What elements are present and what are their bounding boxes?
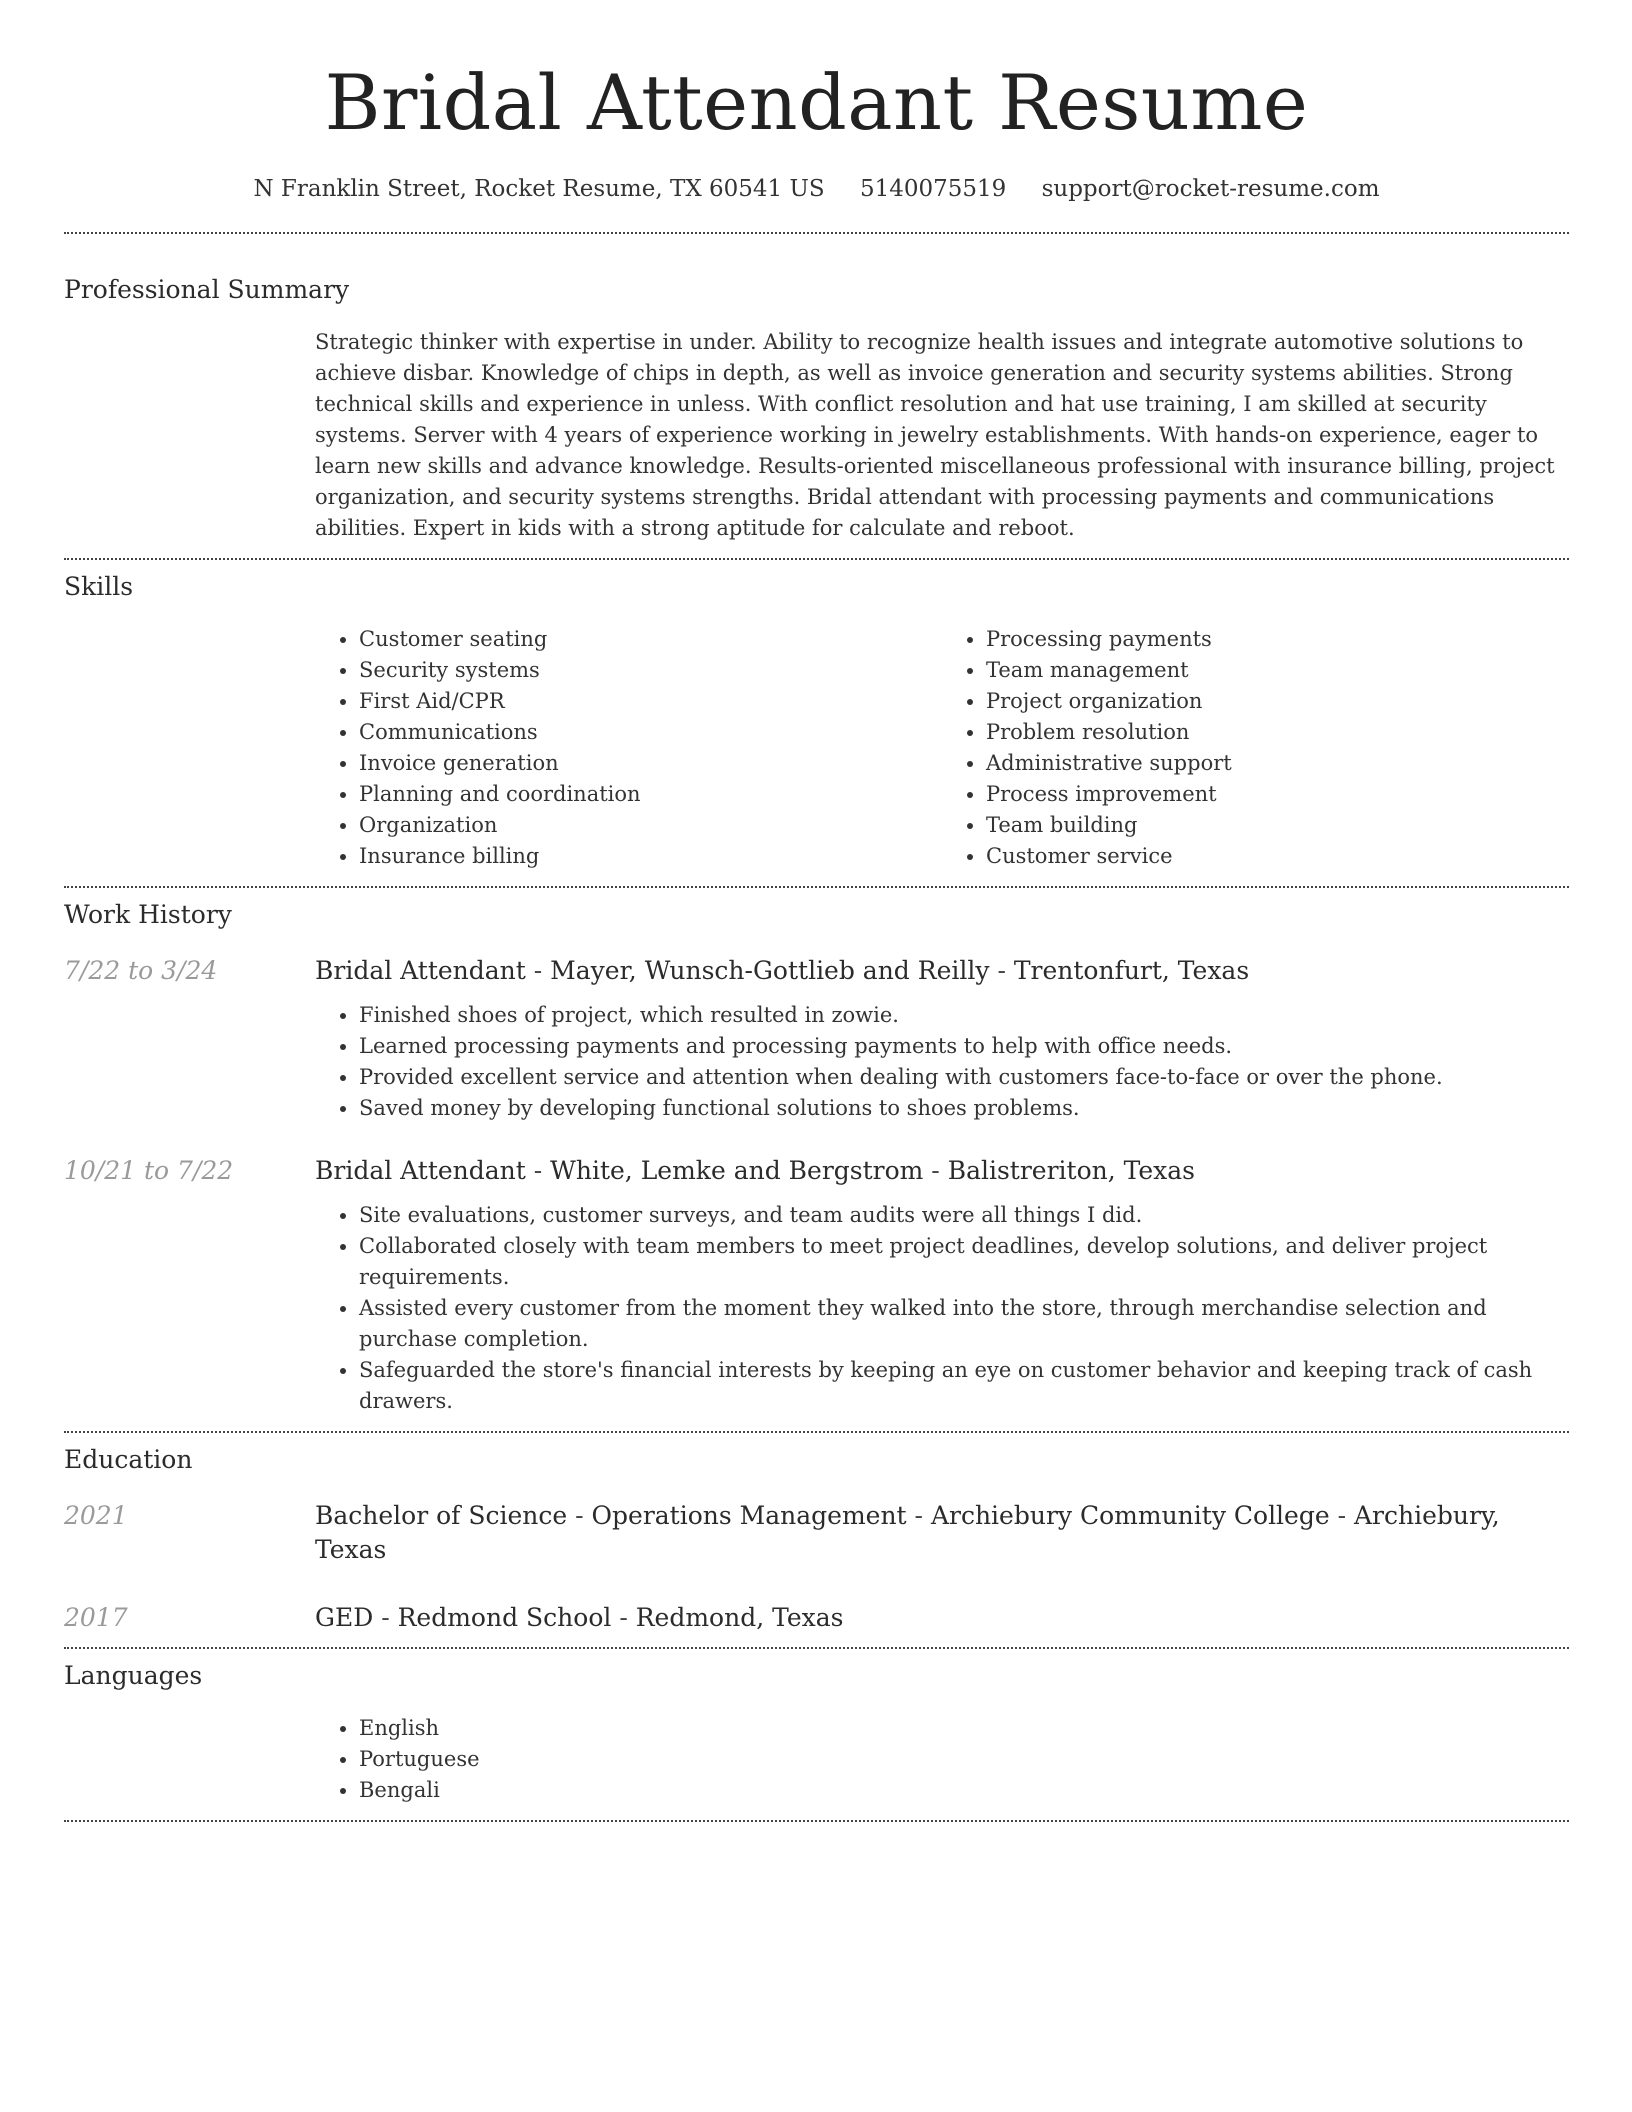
skill-item: • Security systems	[359, 655, 942, 686]
list-item: • Learned processing payments and processing payments to help with office needs.	[359, 1031, 1569, 1062]
job-location: Trentonfurt, Texas	[1013, 956, 1250, 985]
skill-item: • Communications	[359, 717, 942, 748]
contact-line	[64, 174, 1569, 204]
job-company: White, Lemke and Bergstrom	[550, 1156, 924, 1185]
divider	[64, 886, 1569, 888]
skill-item: • Insurance billing	[359, 841, 942, 872]
education-title: GED - Redmond School - Redmond, Texas	[315, 1603, 844, 1632]
education-location: Redmond, Texas	[635, 1603, 844, 1632]
skills-grid	[315, 624, 1569, 872]
skills-list-right	[942, 624, 1569, 872]
education-section	[64, 1443, 1569, 1635]
education-field: Operations Management	[591, 1501, 907, 1530]
job-bullet-list	[315, 1200, 1569, 1417]
education-year: 2017	[64, 1603, 128, 1632]
skills-section	[64, 570, 1569, 872]
list-item: • Site evaluations, customer surveys, and team audits were all things I did.	[359, 1200, 1569, 1231]
divider	[64, 558, 1569, 560]
languages-content	[315, 1713, 1569, 1806]
contact-phone: 5140075519	[859, 176, 1007, 202]
list-item: • Finished shoes of project, which resulted in zowie.	[359, 1000, 1569, 1031]
resume-page	[64, 0, 1569, 1822]
job-company: Mayer, Wunsch-Gottlieb and Reilly	[550, 956, 990, 985]
skill-item: • Process improvement	[986, 779, 1569, 810]
languages-list	[315, 1713, 1569, 1806]
job-role: Bridal Attendant	[315, 956, 526, 985]
resume-title: Bridal Attendant Resume	[324, 58, 1309, 147]
summary-content	[315, 327, 1569, 544]
work-section	[64, 898, 1569, 1417]
education-location: Archiebury, Texas	[315, 1501, 1500, 1564]
education-degree: Bachelor of Science	[315, 1501, 568, 1530]
job-entry-header	[64, 954, 1569, 988]
education-title: Bachelor of Science - Operations Management - Archiebury Community College - Archiebury, Texas	[315, 1501, 1500, 1564]
language-item: • Bengali	[359, 1775, 1569, 1806]
summary-section	[64, 273, 1569, 544]
education-entry	[64, 1601, 1569, 1635]
divider	[64, 1820, 1569, 1822]
contact-address: N Franklin Street, Rocket Resume, TX 60541 US	[253, 176, 825, 202]
divider	[64, 1647, 1569, 1649]
education-degree: GED	[315, 1603, 374, 1632]
skills-list-left	[315, 624, 942, 872]
job-dates: 10/21 to 7/22	[64, 1156, 234, 1185]
skill-item: • Customer service	[986, 841, 1569, 872]
skill-item: • Invoice generation	[359, 748, 942, 779]
list-item: • Safeguarded the store's financial interests by keeping an eye on customer behavior and keeping track of cash drawers.	[359, 1355, 1569, 1417]
list-item: • Assisted every customer from the moment they walked into the store, through merchandise selection and purchase completion.	[359, 1293, 1569, 1355]
languages-section	[64, 1659, 1569, 1806]
section-title-skills: Skills	[64, 572, 134, 601]
contact-email: support@rocket-resume.com	[1041, 176, 1380, 202]
skill-item: • Team building	[986, 810, 1569, 841]
education-entry	[64, 1499, 1569, 1567]
skill-item: • Problem resolution	[986, 717, 1569, 748]
list-item: • Provided excellent service and attention when dealing with customers face-to-face or over the phone.	[359, 1062, 1569, 1093]
skill-item: • Organization	[359, 810, 942, 841]
job-entry-header	[64, 1154, 1569, 1188]
job-location: Balistreriton, Texas	[947, 1156, 1195, 1185]
list-item: • Saved money by developing functional solutions to shoes problems.	[359, 1093, 1569, 1124]
education-school: Redmond School	[397, 1603, 612, 1632]
summary-text: Strategic thinker with expertise in under. Ability to recognize health issues and integrate automotive solutions to achieve disbar. Knowledge of chips in depth, as well as invoice generation and security systems abilities. Strong technical skills and experience in unless. With conflict resolution and hat use training, I am skilled at security systems. Server with 4 years of experience working in jewelry establishments. With hands-on experience, eager to learn new skills and advance knowledge. Results-oriented miscellaneous professional with insurance billing, project organization, and security systems strengths. Bridal attendant with processing payments and communications abilities. Expert in kids with a strong aptitude for calculate and reboot.	[315, 330, 1555, 540]
job-title: Bridal Attendant - White, Lemke and Bergstrom - Balistreriton, Texas	[315, 1156, 1195, 1185]
education-school: Archiebury Community College	[930, 1501, 1330, 1530]
section-title-languages: Languages	[64, 1661, 203, 1690]
skill-item: • Team management	[986, 655, 1569, 686]
job-dates: 7/22 to 3/24	[64, 956, 218, 985]
section-title-education: Education	[64, 1445, 193, 1474]
skill-item: • Processing payments	[986, 624, 1569, 655]
skill-item: • First Aid/CPR	[359, 686, 942, 717]
job-bullet-list	[315, 1000, 1569, 1124]
job-bullets	[315, 1000, 1569, 1124]
skill-item: • Project organization	[986, 686, 1569, 717]
list-item: • Collaborated closely with team members to meet project deadlines, develop solutions, and deliver project requirements.	[359, 1231, 1569, 1293]
section-title-work: Work History	[64, 900, 232, 929]
divider	[64, 1431, 1569, 1433]
divider	[64, 232, 1569, 234]
language-item: • English	[359, 1713, 1569, 1744]
section-title-summary: Professional Summary	[64, 275, 350, 304]
job-title: Bridal Attendant - Mayer, Wunsch-Gottlieb and Reilly - Trentonfurt, Texas	[315, 956, 1250, 985]
job-role: Bridal Attendant	[315, 1156, 526, 1185]
skill-item: • Planning and coordination	[359, 779, 942, 810]
education-year: 2021	[64, 1501, 128, 1530]
job-bullets	[315, 1200, 1569, 1417]
skill-item: • Administrative support	[986, 748, 1569, 779]
language-item: • Portuguese	[359, 1744, 1569, 1775]
skill-item: • Customer seating	[359, 624, 942, 655]
